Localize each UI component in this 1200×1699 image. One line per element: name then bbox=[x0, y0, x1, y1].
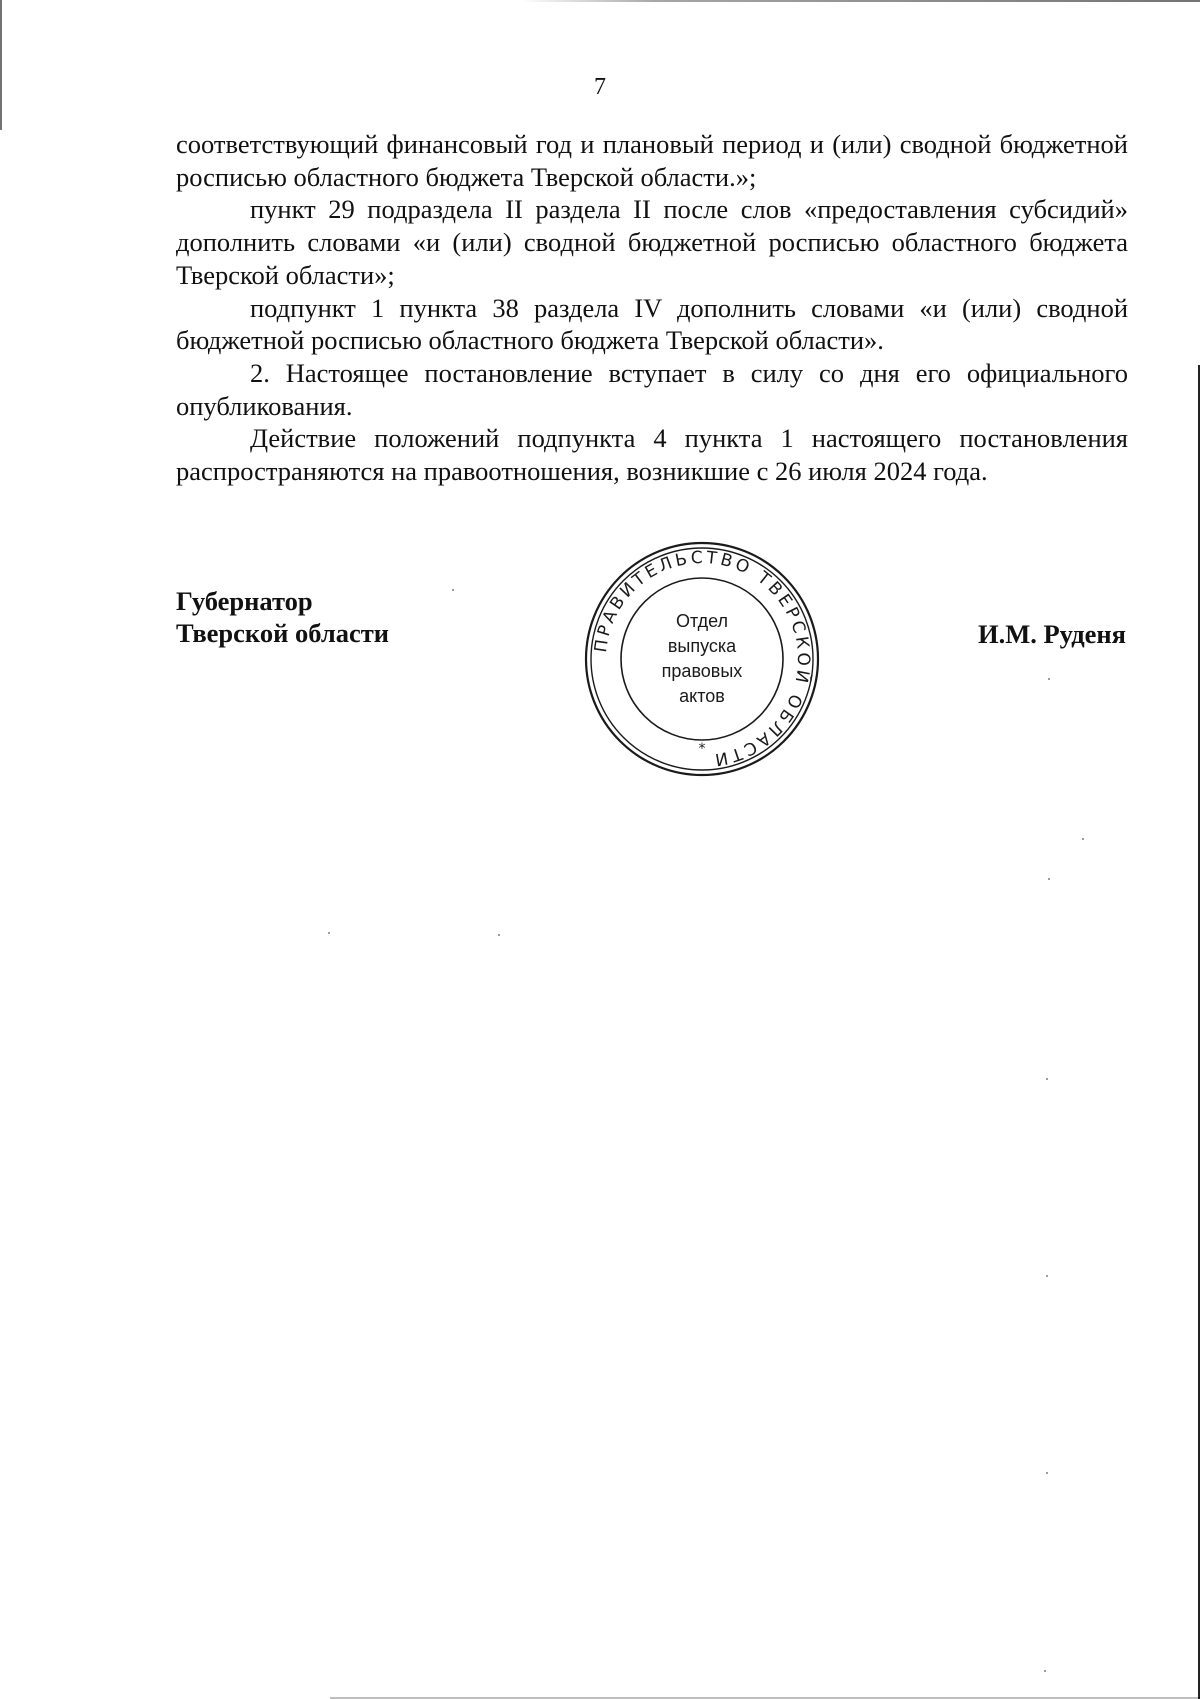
stamp-center-line: актов bbox=[679, 686, 725, 706]
signatory-position-line: Тверской области bbox=[176, 618, 389, 648]
scan-edge bbox=[0, 0, 2, 130]
paragraph: 2. Настоящее постановление вступает в силу со дня его официального опубликования. bbox=[176, 357, 1128, 421]
paragraph: соответствующий финансовый год и плановый период и (или) сводной бюджетной росписью областного бюджета Тверской области.»; bbox=[176, 129, 1128, 192]
stamp-inner-ring bbox=[621, 578, 783, 740]
stamp-center-line: Отдел bbox=[675, 611, 729, 631]
scan-speck bbox=[1046, 1472, 1048, 1474]
scan-speck bbox=[1048, 678, 1050, 680]
signatory-position bbox=[176, 585, 389, 649]
stamp-center-line: правовых bbox=[661, 661, 743, 681]
stamp-ring-text: ПРАВИТЕЛЬСТВО ТВЕРСКОЙ ОБЛАСТИ bbox=[591, 547, 814, 770]
scan-speck bbox=[498, 934, 500, 936]
official-stamp bbox=[583, 540, 821, 778]
stamp-center-line: выпуска bbox=[667, 636, 737, 656]
stamp-star: * bbox=[698, 741, 706, 757]
scan-edge bbox=[520, 0, 1200, 2]
scan-speck bbox=[328, 932, 330, 934]
scan-speck bbox=[1046, 1078, 1048, 1080]
paragraph: пункт 29 подраздела II раздела II после слов «предоставления субсидий» дополнить словами «и (или) сводной бюджетной росписью областного бюджета Тверской области»; bbox=[176, 194, 1128, 290]
paragraph: Действие положений подпункта 4 пункта 1 настоящего постановления распространяются на правоотношения, возникшие с 26 июля 2024 года. bbox=[176, 423, 1128, 487]
scan-speck bbox=[452, 589, 454, 591]
scan-speck bbox=[1044, 1670, 1046, 1672]
document-body bbox=[176, 128, 1128, 488]
signatory-position-line: Губернатор bbox=[176, 586, 313, 616]
paragraph: подпункт 1 пункта 38 раздела IV дополнить словами «и (или) сводной бюджетной росписью областного бюджета Тверской области». bbox=[176, 292, 1128, 356]
page-number: 7 bbox=[594, 74, 606, 100]
scan-speck bbox=[1082, 838, 1084, 840]
signatory-name: И.М. Руденя bbox=[977, 619, 1126, 649]
scan-speck bbox=[1048, 878, 1050, 880]
scan-speck bbox=[1046, 1275, 1048, 1277]
